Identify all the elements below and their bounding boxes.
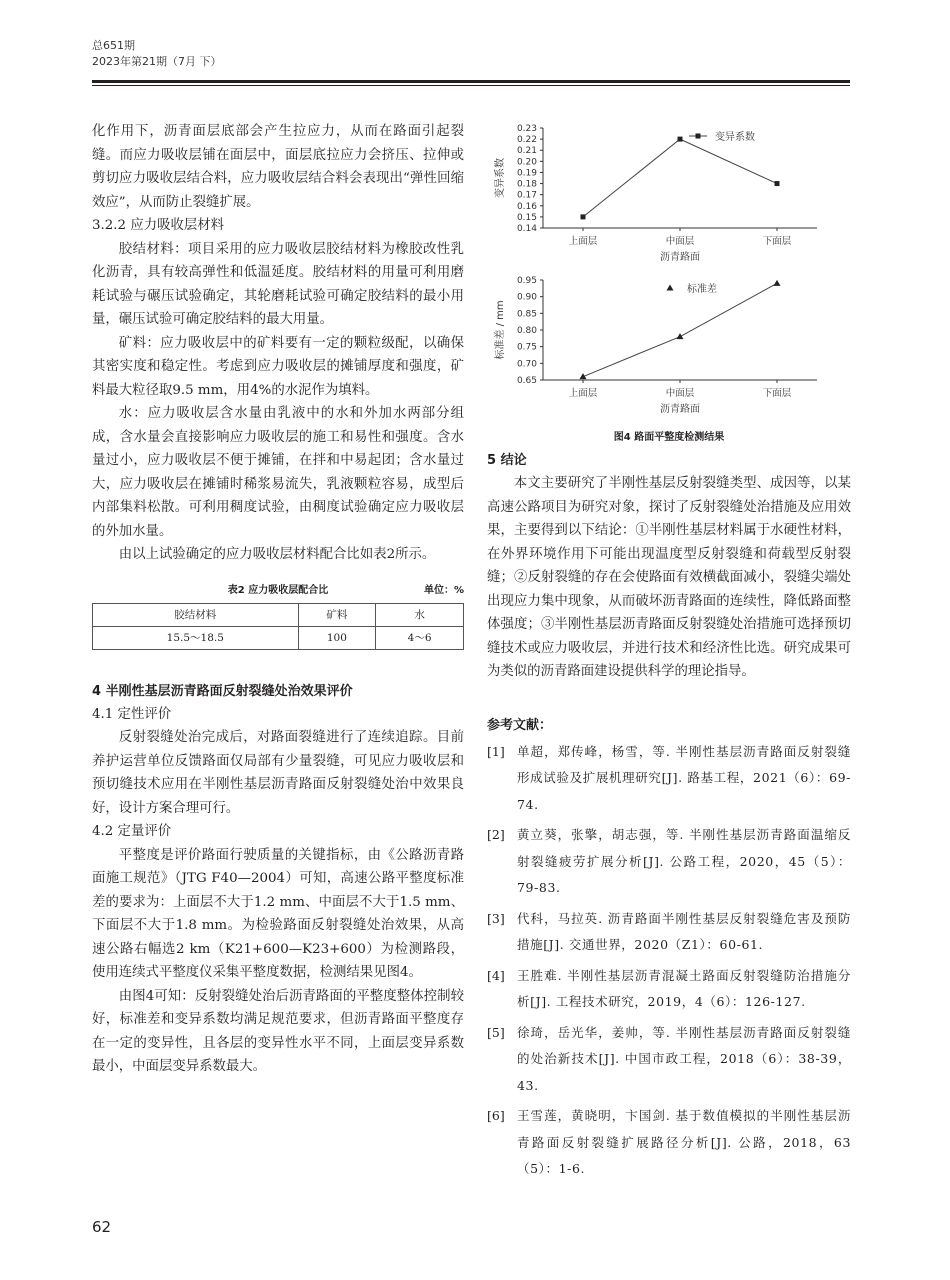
y-tick-label: 0.75 [516, 342, 537, 353]
mix-table [92, 603, 464, 650]
y-tick-label: 0.65 [516, 376, 537, 386]
running-header [92, 38, 222, 70]
section-heading-4-1: 4.1 定性评价 [92, 706, 172, 722]
y-axis-label: 标准差 / mm [495, 300, 506, 360]
page-number: 62 [92, 1218, 112, 1236]
reference-number: [1] [487, 743, 505, 759]
table-cell: 4～6 [376, 626, 464, 649]
paragraph: 本文主要研究了半刚性基层反射裂缝类型、成因等，以某高速公路项目为研究对象，探讨了反射裂缝处治措施及应用效果，主要得到以下结论：①半刚性基层材料属于水硬性材料，在外界环境作用下可能出现温度型反射裂缝和荷载型反射裂缝；②反射裂缝的存在会使路面有效横截面减小，裂缝尖端处出现应力集中现象，从而破坏沥青路面的连续性，降低路面整体强度；③半刚性基层沥青路面反射裂缝处治措施可选择预切缝技术或应力吸收层，并进行技术和经济性比选。研究成果可为类似的沥青路面建设提供科学的理论指导。 [487, 476, 851, 679]
series-line [583, 139, 777, 217]
x-tick-label: 中面层 [665, 388, 695, 399]
table-header-cell: 胶结材料 [93, 603, 299, 626]
reference-number: [2] [487, 827, 505, 842]
reference-item [487, 963, 851, 1016]
x-tick-label: 下面层 [762, 236, 792, 247]
reference-number: [5] [487, 1024, 505, 1040]
y-tick-label: 0.70 [516, 359, 537, 370]
legend-marker [696, 134, 701, 139]
x-tick-label: 上面层 [568, 236, 598, 247]
table-header-cell: 水 [376, 603, 464, 626]
x-axis-label: 沥青路面 [660, 404, 700, 415]
table-unit: 单位：% [423, 585, 464, 596]
y-tick-label: 0.17 [516, 190, 537, 201]
x-tick-label: 下面层 [762, 388, 792, 399]
reference-text: 王胜难. 半刚性基层沥青混凝土路面反射裂缝防治措施分析[J]. 工程技术研究，2019，4（6）：126-127. [517, 967, 851, 1009]
reference-text: 黄立葵，张擎，胡志强，等. 半刚性基层沥青路面温缩反射裂缝疲劳扩展分析[J]. 公路工程，2020，45（5）：79-83. [517, 827, 851, 895]
chart-variation-coefficient [487, 120, 851, 268]
y-tick-label: 0.95 [516, 276, 537, 286]
table-header-cell: 矿料 [298, 603, 376, 626]
right-column [487, 120, 851, 1187]
y-tick-label: 0.22 [516, 135, 537, 146]
reference-number: [3] [487, 910, 505, 926]
issue-total: 总651期 [92, 39, 135, 52]
paragraph: 由以上试验确定的应力吸收层材料配合比如表2所示。 [118, 547, 436, 562]
data-point [774, 280, 781, 286]
reference-text: 代科，马拉英. 沥青路面半刚性基层反射裂缝危害及预防措施[J]. 交通世界，2020（Z1）：60-61. [517, 910, 851, 952]
header-rule-thin [92, 85, 850, 86]
reference-text: 徐琦，岳光华，姜帅，等. 半刚性基层沥青路面反射裂缝的处治新技术[J]. 中国市政工程，2018（6）：38-39，43. [517, 1024, 851, 1093]
x-tick-label: 上面层 [568, 388, 598, 399]
data-point [581, 214, 586, 219]
paragraph: 化作用下，沥青面层底部会产生拉应力，从而在路面引起裂缝。而应力吸收层铺在面层中，面层底拉应力会挤压、拉伸或剪切应力吸收层结合料，应力吸收层结合料会表现出“弹性回缩效应”，从而防止裂缝扩展。 [92, 124, 464, 210]
section-heading-4: 4 半刚性基层沥青路面反射裂缝处治效果评价 [92, 683, 353, 699]
reference-number: [4] [487, 967, 505, 983]
figure-4 [487, 120, 851, 443]
reference-item [487, 822, 851, 902]
y-tick-label: 0.23 [516, 124, 537, 134]
paragraph: 反射裂缝处治完成后，对路面裂缝进行了连续追踪。目前养护运营单位反馈路面仅局部有少量裂缝，可见应力吸收层和预切缝技术应用在半刚性基层沥青路面反射裂缝处治中效果良好，设计方案合理可行。 [92, 730, 464, 816]
y-axis-label: 变异系数 [495, 158, 506, 198]
y-tick-label: 0.14 [516, 224, 537, 234]
left-column [92, 120, 464, 1079]
reference-item [487, 1020, 851, 1100]
paragraph: 由图4可知：反射裂缝处治后沥青路面的平整度整体控制较好，标准差和变异系数均满足规范要求，但沥青路面平整度存在一定的变异性，且各层的变异性水平不同，上面层变异系数最小，中面层变异系数最大。 [92, 988, 464, 1074]
paragraph: 平整度是评价路面行驶质量的关键指标，由《公路沥青路面施工规范》（JTG F40—2004）可知，高速公路平整度标准差的要求为：上面层不大于1.2 mm、中面层不大于1.5 mm、下面层不大于1.8 mm。为检验路面反射裂缝处治效果，从高速公路右幅选2 km（K21+600—K23+600）为检测路段，使用连续式平整度仪采集平整度数据，检测结果见图4。 [92, 847, 464, 980]
section-heading-3-2-2: 3.2.2 应力吸收层材料 [92, 218, 225, 233]
table-caption [92, 579, 464, 599]
legend-label: 标准差 [687, 284, 717, 295]
section-heading-5: 5 结论 [487, 453, 527, 468]
legend-marker [667, 285, 674, 291]
chart-standard-deviation [487, 272, 851, 420]
y-tick-label: 0.80 [516, 326, 537, 336]
data-point [775, 181, 780, 186]
y-tick-label: 0.85 [516, 309, 537, 320]
y-tick-label: 0.19 [516, 168, 537, 179]
x-axis-label: 沥青路面 [660, 252, 700, 263]
references-list [487, 739, 851, 1183]
table-cell: 15.5～18.5 [93, 626, 299, 649]
table-title: 表2 应力吸收层配合比 [227, 585, 329, 596]
data-point [678, 137, 683, 142]
y-tick-label: 0.21 [516, 146, 537, 157]
series-line [583, 283, 777, 376]
issue-date: 2023年第21期（7月 下） [92, 55, 222, 68]
references-title: 参考文献： [487, 717, 553, 733]
x-tick-label: 中面层 [665, 236, 695, 247]
y-tick-label: 0.15 [516, 212, 537, 223]
legend-label: 变异系数 [715, 132, 755, 143]
paragraph: 矿料：应力吸收层中的矿料要有一定的颗粒级配，以确保其密实度和稳定性。考虑到应力吸收层的摊铺厚度和强度，矿料最大粒径取9.5 mm，用4%的水泥作为填料。 [92, 335, 464, 398]
header-rule-thick [92, 80, 850, 83]
y-tick-label: 0.16 [516, 201, 537, 212]
paragraph: 水：应力吸收层含水量由乳液中的水和外加水两部分组成，含水量会直接影响应力吸收层的施工和易性和强度。含水量过小，应力吸收层不便于摊铺，在拌和中易起团；含水量过大，应力吸收层在摊铺时稀浆易流失，乳液颗粒容易，成型后内部集料松散。可利用稠度试验，由稠度试验确定应力吸收层的外加水量。 [92, 406, 464, 539]
table-row [93, 626, 464, 649]
paragraph: 胶结材料：项目采用的应力吸收层胶结材料为橡胶改性乳化沥青，具有较高弹性和低温延度。胶结材料的用量可利用磨耗试验与碾压试验确定，其轮磨耗试验可确定胶结料的最小用量，碾压试验可确定胶结料的最大用量。 [92, 241, 464, 327]
reference-item [487, 1103, 851, 1183]
reference-item [487, 739, 851, 819]
reference-item [487, 906, 851, 959]
y-tick-label: 0.20 [516, 157, 537, 168]
y-tick-label: 0.18 [516, 179, 537, 190]
reference-number: [6] [487, 1108, 505, 1123]
reference-text: 单超，郑传峰，杨雪，等. 半刚性基层沥青路面反射裂缝形成试验及扩展机理研究[J]. 路基工程，2021（6）：69-74. [517, 743, 851, 812]
y-tick-label: 0.90 [516, 292, 537, 303]
table-header-row [93, 603, 464, 626]
figure-caption: 图4 路面平整度检测结果 [613, 432, 725, 443]
data-point [677, 333, 684, 339]
section-heading-4-2: 4.2 定量评价 [92, 824, 172, 839]
table-cell: 100 [298, 626, 376, 649]
reference-text: 王雪莲，黄晓明，卞国剑. 基于数值模拟的半刚性基层沥青路面反射裂缝扩展路径分析[J]. 公路，2018，63（5）：1-6. [517, 1108, 851, 1176]
